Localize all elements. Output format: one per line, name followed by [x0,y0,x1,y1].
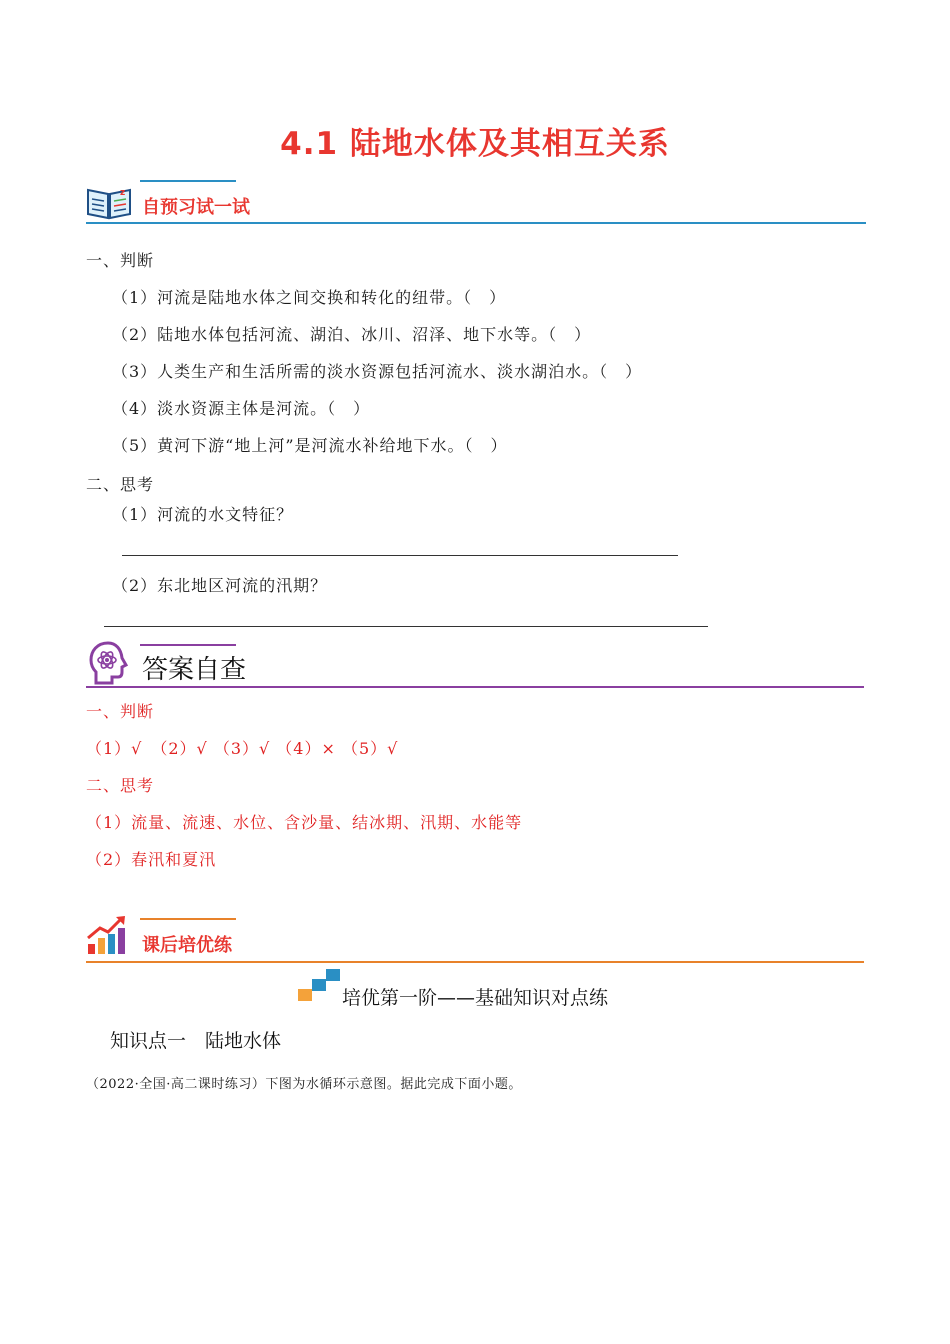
knowledge-point-title: 知识点一 陆地水体 [110,1030,282,1052]
preview-header-label: 自预习试一试 [142,197,250,218]
growth-chart-icon [86,914,128,960]
answers-header-short-line [140,644,236,646]
judge-item-3: （3）人类生产和生活所需的淡水资源包括河流水、淡水湖泊水。（ ） [112,362,643,381]
practice-header-short-line [140,918,236,920]
judge-item-5: （5）黄河下游“地上河”是河流水补给地下水。（ ） [112,436,508,455]
answers-think-1: （1）流量、流速、水位、含沙量、结冰期、汛期、水能等 [86,813,523,832]
answers-judge-heading: 一、判断 [86,702,155,721]
open-book-icon [86,184,132,224]
think-answer-line-2[interactable] [104,626,708,627]
answers-header-label: 答案自查 [142,655,247,685]
answers-judge-values: （1）√ （2）√ （3）√ （4）× （5）√ [86,739,399,758]
level-title: 培优第一阶——基础知识对点练 [342,987,609,1009]
answers-header-rule [86,686,864,688]
answers-think-2: （2）春汛和夏汛 [86,850,217,869]
preview-header-rule [86,222,866,224]
practice-header-rule [86,961,864,963]
think-answer-line-1[interactable] [122,555,678,556]
practice-header-label: 课后培优练 [142,935,232,956]
judge-item-1: （1）河流是陆地水体之间交换和转化的纽带。（ ） [112,288,507,307]
answers-think-heading: 二、思考 [86,776,155,795]
question-intro: （2022·全国·高二课时练习）下图为水循环示意图。据此完成下面小题。 [86,1077,522,1092]
judge-item-2: （2）陆地水体包括河流、湖泊、冰川、沼泽、地下水等。（ ） [112,325,592,344]
page-title: 4.1 陆地水体及其相互关系 [280,126,670,162]
brain-head-icon [88,640,128,690]
preview-header-short-line [140,180,236,182]
judge-item-4: （4）淡水资源主体是河流。（ ） [112,399,371,418]
practice-section-header [86,914,866,966]
think-heading: 二、思考 [86,475,155,494]
judge-heading: 一、判断 [86,251,155,270]
think-item-2: （2）东北地区河流的汛期？ [112,576,328,595]
answers-section-header [86,640,866,690]
svg-text:z: z [120,188,126,198]
preview-section-header [86,176,866,228]
think-item-1: （1）河流的水文特征？ [112,505,294,524]
steps-icon [298,969,340,1005]
